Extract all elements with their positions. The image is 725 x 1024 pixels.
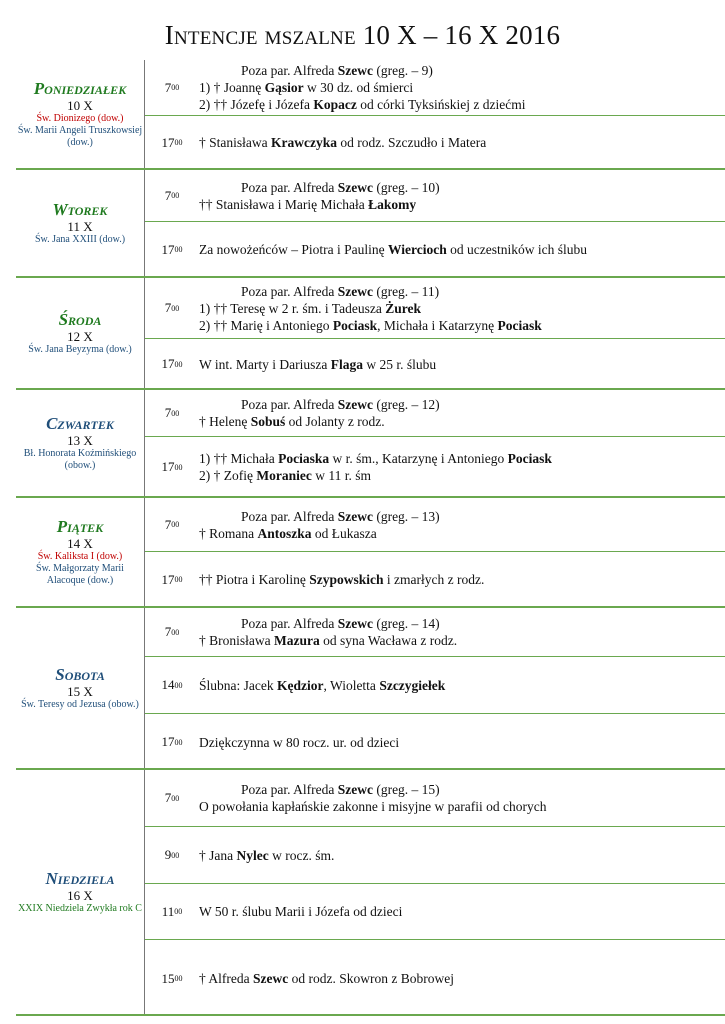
mass-minutes: 00 (171, 83, 180, 92)
mass-time (145, 170, 199, 221)
intention-surname: Kopacz (313, 97, 357, 112)
schedule-table (16, 60, 725, 1016)
mass-hour: 17 (161, 734, 175, 749)
intention-text: , Wioletta (323, 677, 380, 693)
mass-hour: 17 (161, 241, 175, 257)
day-masses (145, 390, 725, 496)
intention-surname: Szewc (337, 179, 373, 195)
day-date: 12 X (67, 328, 93, 344)
intention-line (199, 615, 725, 632)
mass-intentions (199, 940, 725, 1017)
mass-time (145, 608, 199, 656)
day-header (16, 770, 145, 1014)
mass-slot (145, 608, 725, 657)
intention-line (199, 300, 725, 317)
intention-line (199, 79, 725, 96)
mass-minutes: 00 (174, 680, 183, 690)
mass-hour: 17 (161, 571, 175, 587)
day-header (16, 60, 145, 168)
mass-hour: 7 (164, 79, 172, 95)
intention-line (199, 62, 725, 79)
intention-text: 1) †† Michała (199, 451, 279, 466)
mass-hour: 7 (164, 516, 172, 532)
mass-intentions (199, 552, 725, 607)
intention-surname: Pociask (497, 317, 542, 333)
intention-text: w rocz. śm. (268, 847, 335, 863)
mass-minutes: 00 (174, 359, 183, 369)
day-block (16, 498, 725, 608)
mass-slot (145, 884, 725, 940)
intention-text: † Alfreda (199, 971, 253, 986)
intention-surname: Krawczyka (271, 135, 337, 150)
saint-feast: Św. Małgorzaty Marii Alacoque (dow.) (36, 562, 124, 586)
mass-hour: 9 (164, 847, 172, 862)
page-title: Intencje mszalne 10 X – 16 X 2016 (164, 20, 561, 50)
intention-text: od rodz. Skowron z Bobrowej (288, 971, 454, 986)
day-date: 14 X (67, 535, 93, 551)
intention-text: 2) †† Józefę i Józefa (199, 97, 314, 112)
day-block (16, 770, 725, 1016)
intention-text: od Jolanty z rodz. (285, 414, 385, 429)
mass-slot (145, 827, 725, 884)
mass-slot (145, 390, 725, 437)
intention-text: Dziękczynna w 80 rocz. ur. od dzieci (199, 734, 400, 750)
day-header (16, 498, 145, 606)
intention-line (199, 781, 725, 798)
intention-line (199, 317, 725, 334)
intention-surname: Pociaska (278, 451, 330, 466)
mass-slot (145, 714, 725, 770)
mass-time (145, 278, 199, 338)
intention-text: od Łukasza (311, 525, 377, 541)
mass-intentions (199, 827, 725, 883)
intention-surname: Szewc (337, 397, 373, 412)
day-masses (145, 170, 725, 276)
intention-text: od syna Wacława z rodz. (319, 633, 458, 648)
intention-surname: Kędzior (276, 677, 324, 693)
day-masses (145, 770, 725, 1014)
day-name: Środa (58, 309, 102, 329)
intention-line (199, 450, 725, 467)
day-masses (145, 278, 725, 388)
day-header (16, 170, 145, 276)
mass-minutes: 00 (171, 191, 180, 200)
mass-slot (145, 552, 725, 607)
day-name: Sobota (55, 664, 105, 684)
intention-text: (greg. – 9) (372, 63, 433, 78)
day-date: 10 X (67, 97, 93, 113)
mass-hour: 17 (161, 134, 175, 150)
intention-text: 2) †† Marię i Antoniego (199, 317, 333, 333)
mass-slot (145, 278, 725, 339)
intention-text: †† Stanisława i Marię Michała (199, 196, 369, 212)
saint-feast: Św. Jana Beyzyma (dow.) (28, 343, 132, 355)
intention-text: od rodz. Szczudło i Matera (336, 135, 487, 150)
intention-line (199, 96, 725, 113)
intention-line (199, 734, 725, 751)
mass-slot (145, 770, 725, 827)
intention-line (199, 467, 725, 484)
mass-hour: 17 (161, 459, 175, 474)
mass-intentions (199, 339, 725, 389)
intention-line (199, 413, 725, 430)
mass-intentions (199, 657, 725, 713)
mass-intentions (199, 170, 725, 221)
mass-time (145, 714, 199, 770)
intention-surname: Szewc (337, 283, 373, 299)
day-masses (145, 60, 725, 168)
mass-minutes: 00 (174, 974, 183, 983)
intention-line (199, 677, 725, 694)
intention-surname: Szewc (337, 616, 373, 631)
intention-text: Poza par. Alfreda (241, 63, 338, 78)
mass-time (145, 222, 199, 277)
intention-surname: Wiercioch (387, 242, 447, 257)
mass-minutes: 00 (171, 303, 180, 313)
intention-text: Za nowożeńców – Piotra i Paulinę (199, 242, 388, 257)
day-block (16, 170, 725, 278)
intention-line (199, 196, 725, 213)
mass-slot (145, 222, 725, 277)
intention-text: † Jana (199, 847, 237, 863)
mass-hour: 7 (164, 405, 172, 420)
day-block (16, 608, 725, 770)
saint-feast: Św. Kaliksta I (dow.) (37, 550, 123, 562)
intention-surname: Mazura (274, 633, 320, 648)
intention-text: 1) †† Teresę w 2 r. śm. i Tadeusza (199, 300, 386, 316)
day-name: Czwartek (46, 413, 114, 433)
mass-slot (145, 657, 725, 714)
mass-minutes: 00 (174, 737, 183, 747)
intention-text: , Michała i Katarzynę (377, 317, 498, 333)
mass-intentions (199, 437, 725, 497)
mass-intentions (199, 884, 725, 939)
day-masses (145, 608, 725, 768)
mass-time (145, 437, 199, 497)
intention-text: od uczestników ich ślubu (446, 242, 587, 257)
mass-time (145, 657, 199, 713)
day-date: 16 X (67, 887, 93, 903)
intention-text: 1) † Joannę (199, 80, 265, 95)
mass-intentions (199, 714, 725, 770)
intention-surname: Flaga (330, 356, 363, 372)
saint-feast: Św. Dionizego (dow.) (36, 112, 124, 124)
intention-text: Poza par. Alfreda (241, 179, 338, 195)
intention-text: 2) † Zofię (199, 468, 257, 483)
mass-intentions (199, 390, 725, 436)
intention-text: (greg. – 15) (372, 782, 440, 797)
mass-time (145, 498, 199, 551)
intention-text: w r. śm., Katarzynę i Antoniego (329, 451, 508, 466)
intention-text: i zmarłych z rodz. (383, 572, 485, 587)
intention-surname: Sobuś (250, 414, 286, 429)
intention-text: Poza par. Alfreda (241, 283, 338, 299)
mass-hour: 7 (164, 624, 172, 639)
mass-minutes: 00 (171, 627, 180, 637)
day-date: 11 X (67, 218, 93, 234)
intention-text: (greg. – 14) (372, 616, 440, 631)
intention-surname: Szewc (252, 971, 289, 986)
day-block (16, 390, 725, 498)
mass-slot (145, 116, 725, 169)
intention-text: † Stanisława (199, 135, 271, 150)
intention-text: (greg. – 10) (372, 179, 440, 195)
saint-feast: XXIX Niedziela Zwykła rok C (18, 902, 142, 914)
intention-text: W 50 r. ślubu Marii i Józefa od dzieci (199, 904, 403, 919)
mass-intentions (199, 498, 725, 551)
day-header (16, 608, 145, 768)
mass-hour: 17 (161, 356, 175, 371)
mass-slot (145, 170, 725, 222)
mass-time (145, 884, 199, 939)
mass-slot (145, 498, 725, 552)
intention-text: Poza par. Alfreda (241, 397, 338, 412)
intention-text: (greg. – 11) (372, 283, 440, 299)
day-block (16, 278, 725, 390)
mass-minutes: 00 (174, 575, 183, 584)
mass-time (145, 827, 199, 883)
intention-surname: Szypowskich (309, 572, 384, 587)
intention-surname: Gąsior (264, 80, 304, 95)
mass-slot (145, 60, 725, 116)
day-date: 15 X (67, 683, 93, 699)
intention-line (199, 356, 725, 373)
day-header (16, 278, 145, 388)
mass-time (145, 552, 199, 607)
intention-line (199, 508, 725, 525)
mass-intentions (199, 60, 725, 115)
mass-minutes: 00 (174, 907, 183, 916)
saint-feast: Św. Marii Angeli Truszkowsiej (dow.) (17, 124, 143, 148)
intention-line (199, 970, 725, 987)
day-block (16, 60, 725, 170)
intention-surname: Szewc (337, 63, 373, 78)
day-name: Poniedziałek (33, 78, 127, 98)
intention-surname: Nylec (236, 847, 269, 863)
mass-minutes: 00 (174, 462, 183, 472)
intention-text: Poza par. Alfreda (241, 616, 338, 631)
intention-text: † Bronisława (199, 633, 274, 648)
mass-minutes: 00 (171, 850, 180, 860)
intention-surname: Moraniec (256, 468, 312, 483)
intention-line (199, 283, 725, 300)
mass-minutes: 00 (174, 138, 183, 147)
intention-text: O powołania kapłańskie zakonne i misyjne w parafii od chorych (199, 799, 547, 814)
saint-feast: Św. Jana XXIII (dow.) (34, 233, 126, 245)
intention-surname: Żurek (385, 300, 421, 316)
mass-slot (145, 940, 725, 1017)
intention-line (199, 241, 725, 258)
intention-line (199, 903, 725, 920)
intention-surname: Łakomy (368, 196, 417, 212)
intention-line (199, 847, 725, 864)
intention-text: Poza par. Alfreda (241, 508, 338, 524)
intention-line (199, 632, 725, 649)
mass-slot (145, 437, 725, 497)
saint-feast: Św. Teresy od Jezusa (obow.) (21, 698, 139, 710)
mass-time (145, 116, 199, 169)
intention-surname: Pociask (332, 317, 378, 333)
mass-intentions (199, 222, 725, 277)
intention-line (199, 396, 725, 413)
intention-line (199, 571, 725, 588)
mass-minutes: 00 (171, 408, 180, 418)
mass-time (145, 339, 199, 389)
intention-text: W int. Marty i Dariusza (199, 356, 331, 372)
mass-intentions (199, 608, 725, 656)
mass-intentions (199, 770, 725, 826)
day-header (16, 390, 145, 496)
mass-hour: 14 (161, 677, 175, 692)
intention-line (199, 525, 725, 542)
intention-text: (greg. – 13) (372, 508, 440, 524)
day-masses (145, 498, 725, 606)
mass-time (145, 940, 199, 1017)
mass-intentions (199, 278, 725, 338)
intention-text: †† Piotra i Karolinę (199, 572, 310, 587)
mass-hour: 7 (164, 187, 172, 203)
mass-minutes: 00 (174, 245, 183, 254)
intention-line (199, 179, 725, 196)
mass-hour: 7 (164, 790, 172, 805)
intention-text: od córki Tyksińskiej z dziećmi (356, 97, 526, 112)
intention-text: Poza par. Alfreda (241, 782, 338, 797)
intention-surname: Szewc (337, 782, 373, 797)
mass-intentions (199, 116, 725, 169)
intention-line (199, 134, 725, 151)
mass-hour: 11 (161, 903, 175, 919)
mass-minutes: 00 (171, 793, 180, 803)
intention-surname: Antoszka (257, 525, 312, 541)
mass-hour: 15 (161, 970, 175, 986)
saint-feast: Bł. Honorata Koźmińskiego (obow.) (23, 447, 137, 471)
day-name: Piątek (56, 516, 104, 536)
mass-time (145, 770, 199, 826)
mass-hour: 7 (164, 300, 172, 315)
intention-text: w 25 r. ślubu (362, 356, 437, 372)
intention-surname: Szczygiełek (379, 677, 446, 693)
mass-minutes: 00 (171, 520, 180, 529)
day-name: Niedziela (45, 868, 115, 888)
intention-text: † Romana (199, 525, 258, 541)
mass-time (145, 60, 199, 115)
intention-text: w 30 dz. od śmierci (303, 80, 414, 95)
intention-line (199, 798, 725, 815)
intention-surname: Pociask (507, 451, 552, 466)
mass-slot (145, 339, 725, 389)
intention-text: (greg. – 12) (372, 397, 440, 412)
day-date: 13 X (67, 432, 93, 448)
mass-time (145, 390, 199, 436)
intention-text: w 11 r. śm (311, 468, 371, 483)
day-name: Wtorek (52, 199, 108, 219)
intention-text: Ślubna: Jacek (199, 677, 277, 693)
intention-text: † Helenę (199, 414, 251, 429)
intention-surname: Szewc (337, 508, 373, 524)
